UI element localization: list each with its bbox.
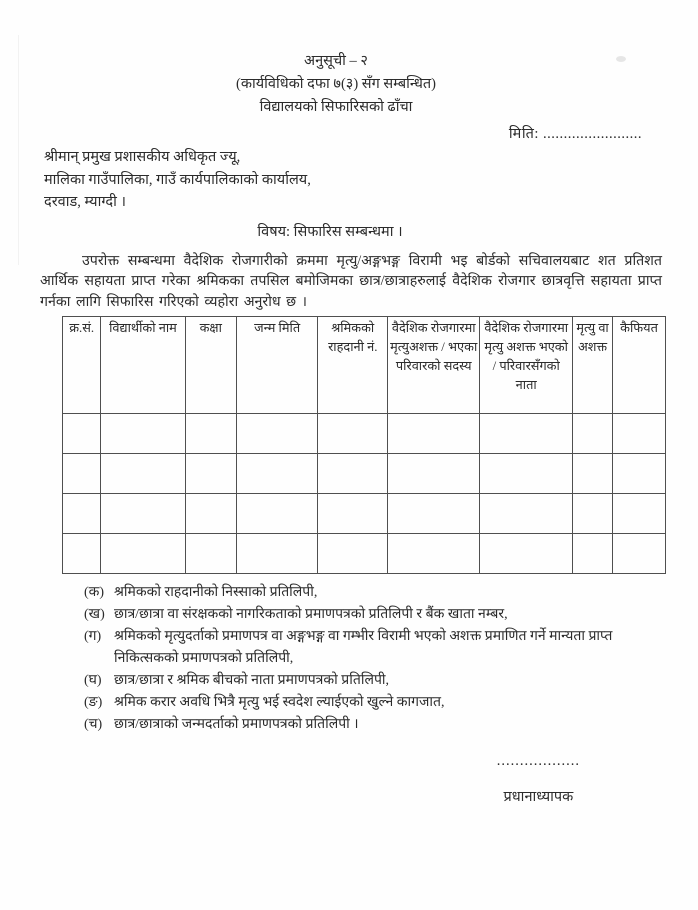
attachment-label: (च) <box>84 717 103 732</box>
table-empty-cell <box>573 534 613 574</box>
attachment-item <box>84 692 658 714</box>
table-header-relation: वैदेशिक रोजगारमा मृत्यु अशक्त भएको / परिवारसँगको नाता <box>480 317 573 414</box>
signature-designation: प्रधानाध्यापक <box>503 789 574 805</box>
table-empty-cell <box>388 414 480 454</box>
table-empty-cell <box>63 494 101 534</box>
form-title: विद्यालयको सिफारिसको ढाँचा <box>259 99 413 115</box>
signature-dotted-line: .................. <box>496 753 580 769</box>
attachment-text: श्रमिक करार अवधि भित्रै मृत्यु भई स्वदेश ल्याईएको खुल्ने कागजात, <box>114 695 445 710</box>
table-empty-cell <box>388 534 480 574</box>
subject-line: विषय: सिफारिस सम्बन्धमा । <box>257 223 403 240</box>
table-empty-cell <box>480 414 573 454</box>
table-header-serial-number: क्र.सं. <box>63 317 101 414</box>
table-empty-cell <box>63 454 101 494</box>
clause-reference: (कार्यविधिको दफा ७(३) सँग सम्बन्धित) <box>236 76 436 92</box>
table-empty-cell <box>388 454 480 494</box>
attachment-item <box>84 626 658 670</box>
attachments-list <box>84 582 658 736</box>
table-header-row <box>63 317 666 414</box>
attachment-label: (ख) <box>84 607 105 622</box>
table-empty-cell <box>613 454 666 494</box>
table-empty-cell <box>236 454 318 494</box>
attachment-text: छात्र/छात्राको जन्मदर्ताको प्रमाणपत्रको प्रतिलिपी । <box>114 717 359 732</box>
table-empty-cell <box>573 414 613 454</box>
table-empty-cell <box>236 494 318 534</box>
attachment-label: (ग) <box>84 629 102 644</box>
addressee-block <box>44 146 698 214</box>
title-block <box>0 0 685 119</box>
table-empty-cell <box>185 454 236 494</box>
table-empty-cell <box>318 414 388 454</box>
table-empty-cell <box>613 494 666 534</box>
table-empty-cell <box>185 534 236 574</box>
table-empty-cell <box>236 534 318 574</box>
table-header-passport-number: श्रमिकको राहदानी नं. <box>318 317 388 414</box>
table-empty-cell <box>63 534 101 574</box>
table-empty-cell <box>101 494 185 534</box>
table-empty-cell <box>318 454 388 494</box>
table-header-deceased-family-member: वैदेशिक रोजगारमा मृत्युअशक्त / भएका परिवारको सदस्य <box>388 317 480 414</box>
table-empty-cell <box>63 414 101 454</box>
attachment-label: (घ) <box>84 673 102 688</box>
table-empty-cell <box>185 494 236 534</box>
table-empty-cell <box>388 494 480 534</box>
table-empty-row <box>63 494 666 534</box>
addressee-line: मालिका गाउँपालिका, गाउँ कार्यपालिकाको कार्यालय, <box>44 171 311 188</box>
table-empty-row <box>63 414 666 454</box>
table-empty-cell <box>236 414 318 454</box>
table-empty-cell <box>613 414 666 454</box>
table-empty-cell <box>573 494 613 534</box>
attachment-item <box>84 604 658 626</box>
addressee-line: श्रीमान् प्रमुख प्रशासकीय अधिकृत ज्यू, <box>44 149 241 165</box>
table-empty-cell <box>101 534 185 574</box>
table-empty-cell <box>101 414 185 454</box>
date-line: मिति: ........................ <box>508 126 642 142</box>
table-header-birth-date: जन्म मिति <box>236 317 318 414</box>
attachment-text: छात्र/छात्रा र श्रमिक बीचको नाता प्रमाणपत्रको प्रतिलिपी, <box>114 673 390 688</box>
schedule-title: अनुसूची – २ <box>304 53 368 69</box>
table-header-death-or-disabled: मृत्यु वा अशक्त <box>573 317 613 414</box>
table-header-remarks: कैफियत <box>613 317 666 414</box>
table-empty-cell <box>480 534 573 574</box>
attachment-text: श्रमिकको राहदानीको निस्साको प्रतिलिपी, <box>114 585 318 600</box>
table-empty-cell <box>101 454 185 494</box>
table-empty-cell <box>318 534 388 574</box>
body-paragraph: उपरोक्त सम्बन्धमा वैदेशिक रोजगारीको क्रममा मृत्यु/अङ्गभङ्ग विरामी भइ बोर्डको सचिवालयबाट शत प्रतिशत आर्थिक सहायता प्राप्त गरेका श्रमिकका तपसिल बमोजिमका छात्र/छात्राहरुलाई वैदेशिक रोजगार छात्रवृत्ति सहायता प्राप्त गर्नका लागि सिफारिस गरिएको व्यहोरा अनुरोध छ । <box>40 252 662 310</box>
recommendation-table <box>62 316 666 574</box>
signature-block <box>497 752 580 808</box>
attachment-item <box>84 582 658 604</box>
attachment-label: (क) <box>84 585 105 600</box>
table-empty-row <box>63 534 666 574</box>
addressee-line: दरवाड, म्याग्दी । <box>44 194 126 210</box>
table-header-class: कक्षा <box>185 317 236 414</box>
table-empty-cell <box>185 414 236 454</box>
attachment-item <box>84 670 658 692</box>
table-empty-cell <box>613 534 666 574</box>
table-body <box>63 414 666 574</box>
table-header-student-name: विद्यार्थीको नाम <box>101 317 185 414</box>
table-empty-cell <box>573 454 613 494</box>
table-empty-cell <box>318 494 388 534</box>
attachment-text: श्रमिकको मृत्युदर्ताको प्रमाणपत्र वा अङ्गभङ्ग वा गम्भीर विरामी भएको अशक्त प्रमाणित गर्ने मान्यता प्राप्त निकित्सकको प्रमाणपत्रको प्रतिलिपी, <box>114 629 613 666</box>
attachment-label: (ङ) <box>84 695 103 710</box>
attachment-text: छात्र/छात्रा वा संरक्षकको नागरिकताको प्रमाणपत्रको प्रतिलिपी र बैंक खाता नम्बर, <box>114 607 508 622</box>
table-empty-cell <box>480 494 573 534</box>
table-empty-cell <box>480 454 573 494</box>
table-empty-row <box>63 454 666 494</box>
attachment-item <box>84 714 658 736</box>
